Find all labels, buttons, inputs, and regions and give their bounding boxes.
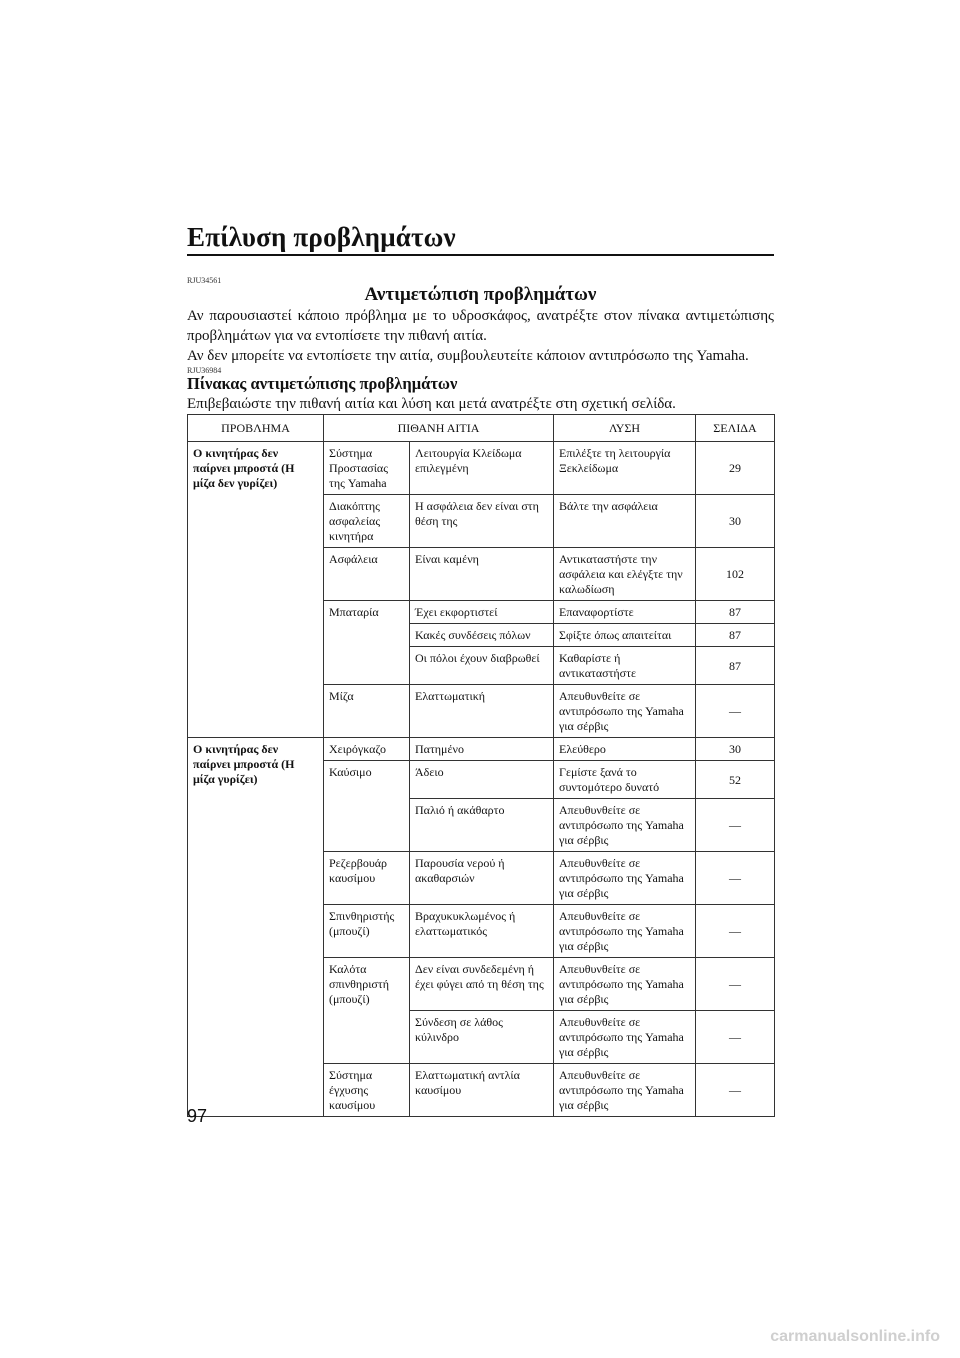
component-cell: Σύστημα Προστασίας της Yamaha xyxy=(324,442,410,495)
page-cell: 30 xyxy=(696,495,775,548)
page-cell: — xyxy=(696,852,775,905)
page-cell: 87 xyxy=(696,624,775,647)
table-header-row xyxy=(188,415,775,442)
page-cell: — xyxy=(696,1064,775,1117)
solution-cell: Βάλτε την ασφάλεια xyxy=(554,495,696,548)
component-cell: Σύστημα έγχυσης καυσίμου xyxy=(324,1064,410,1117)
cause-cell: Έχει εκφορτιστεί xyxy=(410,601,554,624)
solution-cell: Απευθυνθείτε σε αντιπρόσωπο της Yamaha για σέρβις xyxy=(554,852,696,905)
troubleshooting-table xyxy=(187,414,775,1117)
table-row xyxy=(188,738,775,761)
component-cell: Διακόπτης ασφαλείας κινητήρα xyxy=(324,495,410,548)
component-cell: Σπινθηριστής (μπουζί) xyxy=(324,905,410,958)
subsection-heading: Πίνακας αντιμετώπισης προβλημάτων xyxy=(187,374,458,393)
cause-cell: Λειτουργία Κλείδωμα επιλεγμένη xyxy=(410,442,554,495)
page-cell: — xyxy=(696,958,775,1011)
page-cell: — xyxy=(696,905,775,958)
cause-cell: Βραχυκυκλωμένος ή ελαττωματικός xyxy=(410,905,554,958)
solution-cell: Απευθυνθείτε σε αντιπρόσωπο της Yamaha για σέρβις xyxy=(554,905,696,958)
problem-cell: Ο κινητήρας δεν παίρνει μπροστά (Η μίζα γυρίζει) xyxy=(188,738,324,1117)
solution-cell: Σφίξτε όπως απαιτείται xyxy=(554,624,696,647)
cause-cell: Δεν είναι συνδεδεμένη ή έχει φύγει από τη θέση της xyxy=(410,958,554,1011)
section-heading: Αντιμετώπιση προβλημάτων xyxy=(364,284,597,305)
cause-cell: Παρουσία νερού ή ακαθαρσιών xyxy=(410,852,554,905)
cause-cell: Η ασφάλεια δεν είναι στη θέση της xyxy=(410,495,554,548)
cause-cell: Παλιό ή ακάθαρτο xyxy=(410,799,554,852)
component-cell: Ρεζερβουάρ καυσίμου xyxy=(324,852,410,905)
cause-cell: Κακές συνδέσεις πόλων xyxy=(410,624,554,647)
page-cell: 102 xyxy=(696,548,775,601)
intro-paragraph: Αν παρουσιαστεί κάποιο πρόβλημα με το υδροσκάφος, ανατρέξτε στον πίνακα αντιμετώπισης προβλημάτων για να εντοπίσετε την πιθανή αιτία. xyxy=(187,308,774,344)
page-cell: — xyxy=(696,799,775,852)
page-cell: 52 xyxy=(696,761,775,799)
page-cell: 29 xyxy=(696,442,775,495)
solution-cell: Απευθυνθείτε σε αντιπρόσωπο της Yamaha για σέρβις xyxy=(554,685,696,738)
cause-cell: Είναι καμένη xyxy=(410,548,554,601)
solution-cell: Επιλέξτε τη λειτουργία Ξεκλείδωμα xyxy=(554,442,696,495)
page-number: 97 xyxy=(187,1106,208,1126)
page-cell: 87 xyxy=(696,647,775,685)
solution-cell: Επαναφορτίστε xyxy=(554,601,696,624)
solution-cell: Απευθυνθείτε σε αντιπρόσωπο της Yamaha για σέρβις xyxy=(554,958,696,1011)
component-cell: Ασφάλεια xyxy=(324,548,410,601)
component-cell: Χειρόγκαζο xyxy=(324,738,410,761)
page-title: Επίλυση προβλημάτων xyxy=(187,222,456,252)
cause-cell: Οι πόλοι έχουν διαβρωθεί xyxy=(410,647,554,685)
title-divider xyxy=(187,254,774,256)
section-code: RJU34561 xyxy=(187,276,222,285)
cause-cell: Άδειο xyxy=(410,761,554,799)
problem-cell: Ο κινητήρας δεν παίρνει μπροστά (Η μίζα δεν γυρίζει) xyxy=(188,442,324,738)
cause-cell: Πατημένο xyxy=(410,738,554,761)
header-cause: ΠΙΘΑΝΗ ΑΙΤΙΑ xyxy=(324,415,554,442)
solution-cell: Καθαρίστε ή αντικαταστήστε xyxy=(554,647,696,685)
table-row xyxy=(188,442,775,495)
cause-cell: Σύνδεση σε λάθος κύλινδρο xyxy=(410,1011,554,1064)
subsection-code: RJU36984 xyxy=(187,366,222,375)
page-cell: — xyxy=(696,685,775,738)
cause-cell: Ελαττωματική xyxy=(410,685,554,738)
header-page: ΣΕΛΙΔΑ xyxy=(696,415,775,442)
solution-cell: Αντικαταστήστε την ασφάλεια και ελέγξτε την καλωδίωση xyxy=(554,548,696,601)
page-cell: 30 xyxy=(696,738,775,761)
page-cell: 87 xyxy=(696,601,775,624)
solution-cell: Απευθυνθείτε σε αντιπρόσωπο της Yamaha για σέρβις xyxy=(554,1011,696,1064)
page-cell: — xyxy=(696,1011,775,1064)
watermark: carmanualsonline.info xyxy=(770,1328,940,1345)
solution-cell: Απευθυνθείτε σε αντιπρόσωπο της Yamaha για σέρβις xyxy=(554,1064,696,1117)
component-cell: Μίζα xyxy=(324,685,410,738)
subsection-intro: Επιβεβαιώστε την πιθανή αιτία και λύση και μετά ανατρέξτε στη σχετική σελίδα. xyxy=(187,396,676,412)
solution-cell: Απευθυνθείτε σε αντιπρόσωπο της Yamaha για σέρβις xyxy=(554,799,696,852)
component-cell: Καύσιμο xyxy=(324,761,410,852)
dealer-paragraph: Αν δεν μπορείτε να εντοπίσετε την αιτία, συμβουλευτείτε κάποιον αντιπρόσωπο της Yamaha. xyxy=(187,348,749,364)
header-problem: ΠΡΟΒΛΗΜΑ xyxy=(188,415,324,442)
solution-cell: Ελεύθερο xyxy=(554,738,696,761)
header-solution: ΛΥΣΗ xyxy=(554,415,696,442)
component-cell: Καλότα σπινθηριστή (μπουζί) xyxy=(324,958,410,1064)
cause-cell: Ελαττωματική αντλία καυσίμου xyxy=(410,1064,554,1117)
component-cell: Μπαταρία xyxy=(324,601,410,685)
solution-cell: Γεμίστε ξανά το συντομότερο δυνατό xyxy=(554,761,696,799)
